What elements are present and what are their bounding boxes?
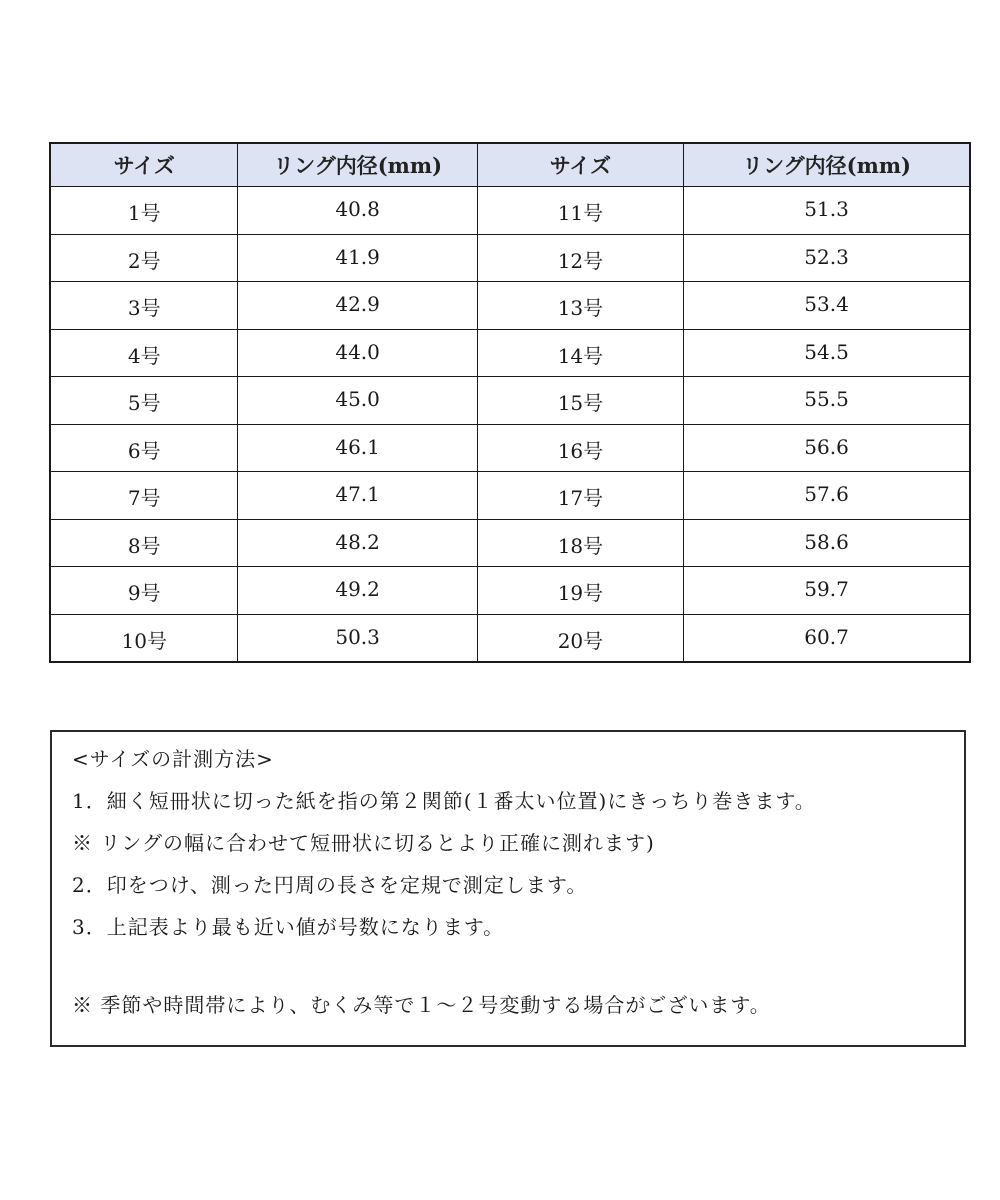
size-cell: 4号 xyxy=(50,329,238,377)
size-cell: 6号 xyxy=(50,424,238,472)
table-row xyxy=(50,234,970,282)
size-cell: 15号 xyxy=(477,377,683,425)
table-row xyxy=(50,472,970,520)
diameter-cell: 46.1 xyxy=(238,424,477,472)
size-cell: 16号 xyxy=(477,424,683,472)
method-step-3: 3．上記表より最も近い値が号数になります。 xyxy=(72,915,505,939)
spacer xyxy=(72,956,964,992)
diameter-cell: 40.8 xyxy=(238,187,477,235)
diameter-cell: 50.3 xyxy=(238,614,477,662)
size-cell: 20号 xyxy=(477,614,683,662)
size-cell: 9号 xyxy=(50,567,238,615)
diameter-cell: 42.9 xyxy=(238,282,477,330)
table-row xyxy=(50,567,970,615)
diameter-cell: 59.7 xyxy=(684,567,970,615)
method-title: <サイズの計測方法> xyxy=(72,747,274,771)
diameter-cell: 45.0 xyxy=(238,377,477,425)
table-header-row xyxy=(50,143,970,187)
size-cell: 5号 xyxy=(50,377,238,425)
diameter-cell: 53.4 xyxy=(684,282,970,330)
method-step-1-note: ※ リングの幅に合わせて短冊状に切るとより正確に測れます) xyxy=(72,831,655,855)
size-cell: 7号 xyxy=(50,472,238,520)
diameter-cell: 60.7 xyxy=(684,614,970,662)
size-cell: 14号 xyxy=(477,329,683,377)
diameter-cell: 54.5 xyxy=(684,329,970,377)
diameter-cell: 52.3 xyxy=(684,234,970,282)
size-cell: 19号 xyxy=(477,567,683,615)
size-cell: 2号 xyxy=(50,234,238,282)
diameter-cell: 55.5 xyxy=(684,377,970,425)
diameter-cell: 49.2 xyxy=(238,567,477,615)
header-size-1: サイズ xyxy=(50,143,238,187)
table-row xyxy=(50,519,970,567)
method-step-1: 1．細く短冊状に切った紙を指の第２関節(１番太い位置)にきっちり巻きます。 xyxy=(72,789,816,813)
diameter-cell: 44.0 xyxy=(238,329,477,377)
size-cell: 18号 xyxy=(477,519,683,567)
table-row xyxy=(50,187,970,235)
size-cell: 10号 xyxy=(50,614,238,662)
diameter-cell: 48.2 xyxy=(238,519,477,567)
header-size-2: サイズ xyxy=(477,143,683,187)
diameter-cell: 51.3 xyxy=(684,187,970,235)
method-step-2: 2．印をつけ、測った円周の長さを定規で測定します。 xyxy=(72,873,588,897)
size-cell: 11号 xyxy=(477,187,683,235)
size-cell: 13号 xyxy=(477,282,683,330)
table-row xyxy=(50,424,970,472)
table-row xyxy=(50,377,970,425)
diameter-cell: 47.1 xyxy=(238,472,477,520)
table-row xyxy=(50,329,970,377)
header-diameter-1: リング内径(mm) xyxy=(238,143,477,187)
diameter-cell: 58.6 xyxy=(684,519,970,567)
ring-size-table xyxy=(49,142,971,663)
size-cell: 8号 xyxy=(50,519,238,567)
diameter-cell: 41.9 xyxy=(238,234,477,282)
diameter-cell: 57.6 xyxy=(684,472,970,520)
method-note: ※ 季節や時間帯により、むくみ等で１～２号変動する場合がございます。 xyxy=(72,993,771,1017)
measurement-method-box xyxy=(50,730,966,1047)
size-cell: 17号 xyxy=(477,472,683,520)
size-cell: 12号 xyxy=(477,234,683,282)
size-cell: 3号 xyxy=(50,282,238,330)
table-row xyxy=(50,614,970,662)
table-row xyxy=(50,282,970,330)
diameter-cell: 56.6 xyxy=(684,424,970,472)
header-diameter-2: リング内径(mm) xyxy=(684,143,970,187)
size-cell: 1号 xyxy=(50,187,238,235)
